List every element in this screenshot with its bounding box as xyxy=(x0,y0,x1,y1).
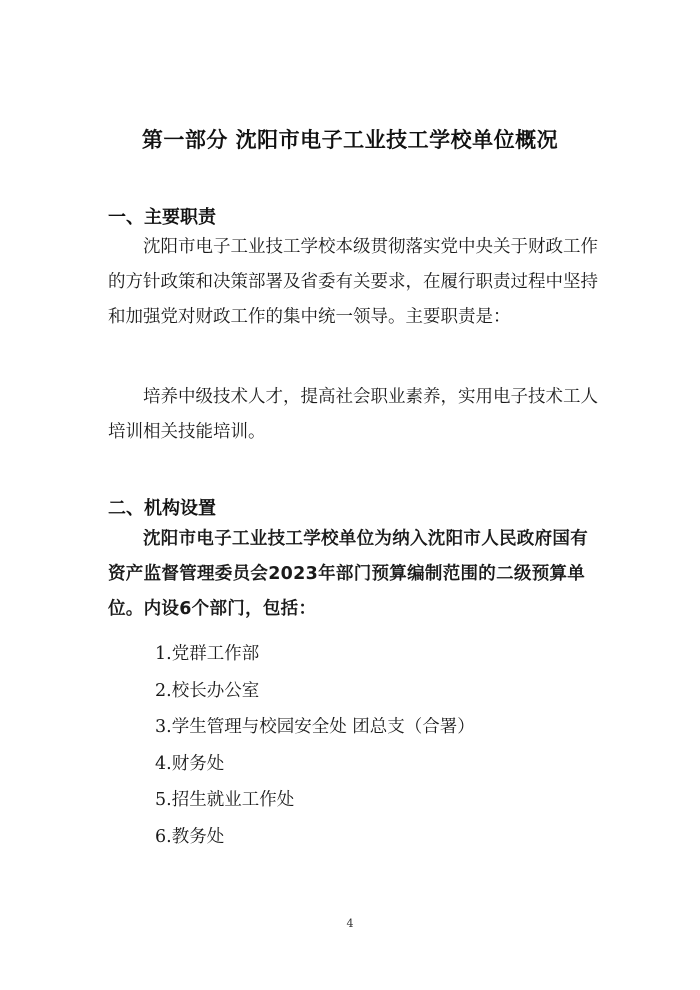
organization-paragraph-text: 沈阳市电子工业技工学校单位为纳入沈阳市人民政府国有资产监督管理委员会2023年部门预算编制范围的二级预算单位。内设6个部门，包括： xyxy=(108,529,588,619)
training-paragraph-text: 培养中级技术人才，提高社会职业素养，实用电子技术工人培训相关技能培训。 xyxy=(108,387,598,442)
list-item: 2.校长办公室 xyxy=(155,680,260,701)
section-heading-duties: 一、主要职责 xyxy=(108,207,216,228)
list-item: 5.招生就业工作处 xyxy=(155,790,295,810)
organization-paragraph xyxy=(108,522,598,627)
list-item: 1.党群工作部 xyxy=(155,644,260,664)
page-title: 第一部分 沈阳市电子工业技工学校单位概况 xyxy=(141,128,559,152)
list-item: 3.学生管理与校园安全处 团总支（合署） xyxy=(155,717,475,737)
section-heading-organization: 二、机构设置 xyxy=(108,498,216,519)
duties-paragraph-text: 沈阳市电子工业技工学校本级贯彻落实党中央关于财政工作的方针政策和决策部署及省委有关要求，在履行职责过程中坚持和加强党对财政工作的集中统一领导。主要职责是： xyxy=(108,237,598,327)
training-paragraph xyxy=(108,380,598,450)
duties-paragraph xyxy=(108,230,598,335)
list-item: 4.财务处 xyxy=(155,753,225,774)
page-number: 4 xyxy=(346,917,354,930)
list-item: 6.教务处 xyxy=(155,826,225,847)
department-list xyxy=(155,636,475,855)
